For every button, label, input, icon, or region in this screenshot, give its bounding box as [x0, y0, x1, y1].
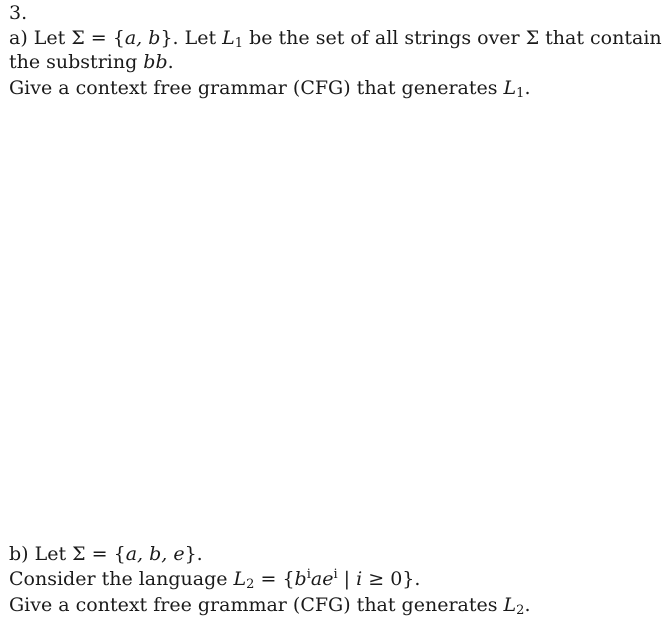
text: be the set of all strings over	[243, 27, 526, 49]
text: Consider the language	[9, 568, 234, 590]
language-symbol: L	[503, 77, 517, 99]
language-symbol: L	[503, 594, 517, 616]
text: the substring	[9, 51, 144, 73]
text: .	[167, 51, 174, 73]
text: a) Let	[9, 27, 72, 49]
language-symbol: L	[233, 568, 247, 590]
problem-number	[9, 2, 27, 24]
text: }. Let	[160, 27, 223, 49]
language-subscript: 1	[234, 36, 244, 51]
language-subscript: 2	[516, 603, 525, 618]
text: b) Let	[9, 543, 73, 565]
i-variable: i	[356, 568, 363, 590]
language-subscript: 1	[516, 86, 525, 101]
part-b-line-2	[9, 568, 420, 590]
text: = {	[85, 543, 126, 565]
text: = {	[254, 568, 295, 590]
part-b-line-1	[9, 543, 203, 565]
text: = {	[84, 27, 125, 49]
language-symbol: L	[222, 27, 235, 49]
text: |	[337, 568, 357, 590]
exponent-i: i	[333, 567, 338, 582]
text: ≥ 0}.	[362, 568, 421, 590]
text: Give a context free grammar (CFG) that generates	[9, 77, 504, 99]
part-a-line-1	[9, 27, 662, 49]
problem-number-text: 3.	[9, 2, 28, 24]
text: that contain	[539, 27, 662, 49]
part-b-line-3	[9, 594, 530, 616]
exponent-i: i	[306, 567, 311, 582]
sigma-symbol: Σ	[525, 27, 540, 49]
language-subscript: 2	[246, 577, 255, 592]
text: .	[524, 594, 531, 616]
text: Give a context free grammar (CFG) that generates	[9, 594, 504, 616]
part-a-line-2	[9, 51, 174, 73]
text: .	[524, 77, 531, 99]
substring-symbol: bb	[143, 51, 168, 73]
ae-symbols: ae	[310, 568, 334, 590]
text: }.	[184, 543, 203, 565]
sigma-symbol: Σ	[71, 27, 85, 49]
b-symbol: b	[294, 568, 307, 590]
alphabet-symbols: a, b, e	[125, 543, 185, 565]
part-a-line-3	[9, 77, 530, 99]
alphabet-symbols: a, b	[124, 27, 161, 49]
sigma-symbol: Σ	[72, 543, 86, 565]
